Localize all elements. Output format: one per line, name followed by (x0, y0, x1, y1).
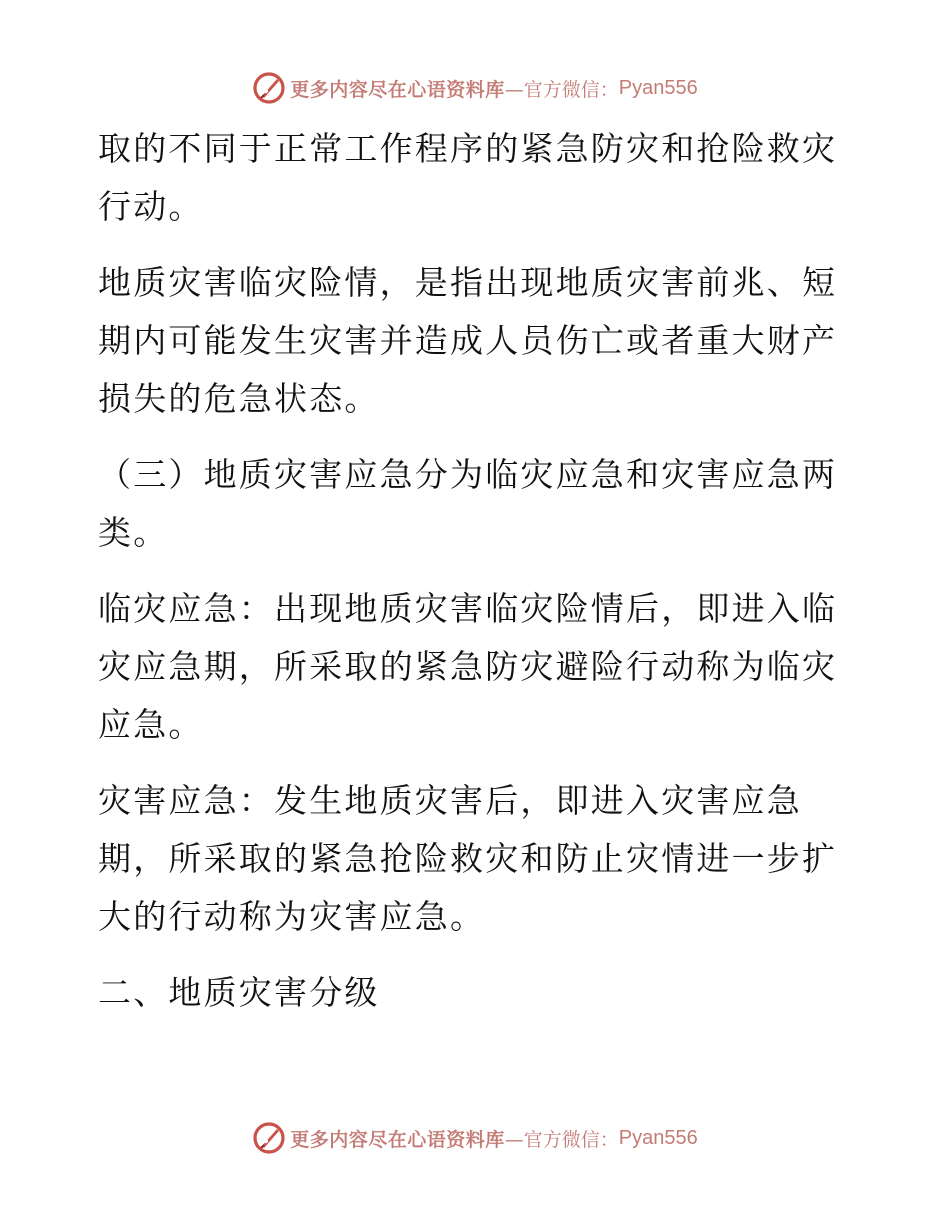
paragraph-2: 地质灾害临灾险情，是指出现地质灾害前兆、短期内可能发生灾害并造成人员伤亡或者重大财产损失的危急状态。 (98, 263, 838, 418)
watermark-brand: 更多内容尽在心语资料库 (290, 78, 505, 101)
quill-pen-circle-icon (252, 71, 286, 105)
paragraph-5: 灾害应急：发生地质灾害后，即进入灾害应急期，所采取的紧急抢险救灾和防止灾情进一步扩大的行动称为灾害应急。 (98, 781, 838, 936)
paragraph-4: 临灾应急：出现地质灾害临灾险情后，即进入临灾应急期，所采取的紧急防灾避险行动称为临灾应急。 (98, 589, 838, 744)
paragraph-1: 取的不同于正常工作程序的紧急防灾和抢险救灾行动。 (98, 129, 838, 226)
footer-watermark (0, 1118, 950, 1158)
document-body (98, 120, 858, 1022)
watermark-separator: —官方微信： (504, 1128, 619, 1151)
header-watermark (0, 68, 950, 108)
watermark-code: Pyan556 (618, 76, 698, 99)
quill-pen-circle-icon (252, 1121, 286, 1155)
paragraph-3: （三）地质灾害应急分为临灾应急和灾害应急两类。 (98, 455, 838, 552)
watermark-code: Pyan556 (618, 1126, 698, 1149)
watermark-brand: 更多内容尽在心语资料库 (290, 1128, 505, 1151)
section-heading: 二、地质灾害分级 (98, 973, 380, 1012)
watermark-separator: —官方微信： (504, 78, 619, 101)
